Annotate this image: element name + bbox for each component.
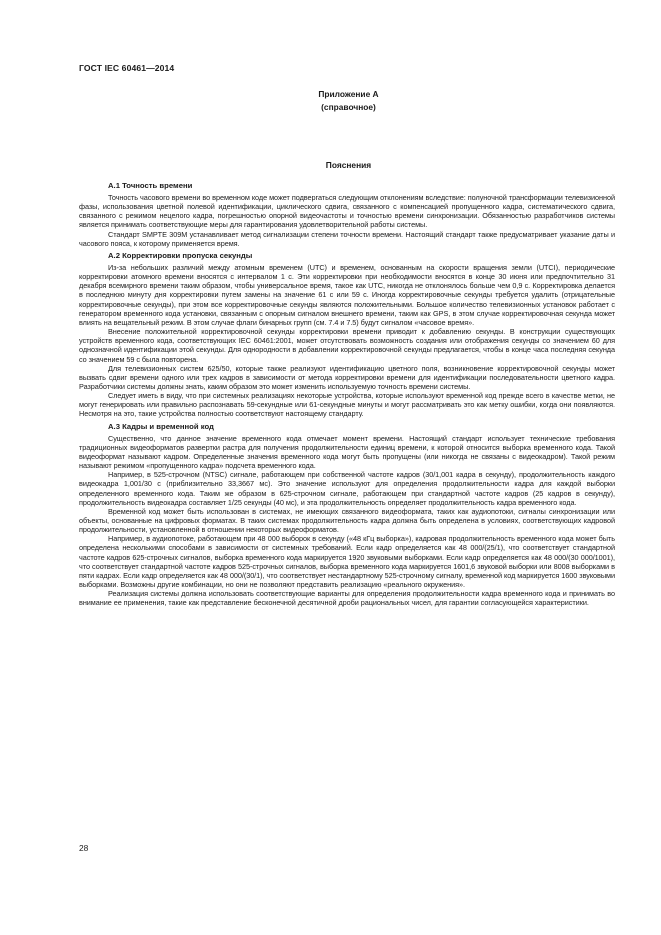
paragraph: Например, в 525-строчном (NTSC) сигнале, работающем при собственной частоте кадров (30/1,001 кадра в секунду), продолжительность каждого видеокадра 1,001/30 с (приблизительно 33,3667 мс). Это значение используют для определения продолжительности кадра для каждой выборки определенного временного кода. Таким же образом в 625-строчном сигнале, работающем при стандартной частоте кадров (25 кадров в секунду), продолжительность видеокадра составляет 1/25 секунды (40 мс), и эта продолжительность определяет продолжительность кадра временного кода. [79, 470, 615, 507]
paragraph: Временной код может быть использован в системах, не имеющих связанного видеоформата, таких как аудиопотоки, сигналы синхронизации или объекты, основанные на цифровых форматах. В таких системах продолжительность кадра должна быть определена в условиях, соответствующих кадровой продолжительности, установленной в отношении некоторых видеоформатов. [79, 506, 615, 535]
annex-subtitle: (справочное) [321, 102, 376, 112]
paragraph: Из-за небольших различий между атомным временем (UTC) и временем, основанным на скорости вращения земли (UTCI), периодические корректировки атомного времени вносятся с интервалом 1 с. Эти корректировки при необходимости вносятся в конце 30 июня или предпочтительно 31 декабря всемирного времени таким образом, чтобы универсальное время, такое как UTC, никогда не отклонялось больше чем 0,9 с. Корректировка делается в последнюю минуту дня корректировки путем замены на значение 61 с или 59 с. Иногда корректировочные секунды требуется удалить (отрицательные корректировочные секунды), при этом все корректировочные секунды являются положительными. Большое количество телевизионных установок работает с генератором временного кода установки, связанным с опорным сигналом внешнего времени, таким как GPS, в этом случае корректировочная секунда может влиять на вещательный режим. В этом случае флаги бинарных групп (см. 7.4 и 7.5) будут сигналом «часовое время». [79, 262, 615, 327]
section-heading-a1: А.1 Точность времени [108, 181, 193, 190]
section-title: Пояснения [325, 160, 372, 170]
paragraph: Например, в аудиопотоке, работающем при 48 000 выборок в секунду («48 кГц выборка»), кадровая продолжительность временного кода может быть определена несколькими способами в зависимости от системных требований. Если кадр определяется как 48 000/(25/1), что соответствует стандартной частоте кадров 625-строчных сигналов, выборка временного кода маркируется 1920 звуковыми выборками. Если кадр определяется как 48 000/(30 000/1001), что соответствует стандартной частоте кадров 525-строчных сигналов, выборка временного кода маркируется 1601,6 звуковой выборки или 8008 выборками в пяти кадрах. Если кадр определяется как 48 000/(30/1), что соответствует нестандартному 525-строчному сигналу, временной код маркируется 1600 звуковыми выборками. Возможны другие комбинации, но они не позволяют представить реализацию «реального окружения». [79, 534, 615, 590]
section-heading-a2: А.2 Корректировки пропуска секунды [108, 250, 253, 260]
page-number: 28 [79, 843, 89, 853]
paragraph: Стандарт SMPTE 309M устанавливает метод сигнализации степени точности времени. Настоящий стандарт также предусматривает указание даты и часового пояса, к которому применяется время. [79, 229, 615, 248]
paragraph: Для телевизионных систем 625/50, которые также реализуют идентификацию цветного поля, возникновение корректировочной секунды может вызвать сдвиг времени одного или трех кадров в зависимости от метода корректировки времени для идентификации последовательности цветного кадра. Разработчики системы должны знать, каким образом это может изменить используемую точность времени системы. [79, 363, 615, 391]
document-body [79, 180, 615, 608]
section-heading-a3: А.3 Кадры и временной код [108, 421, 214, 431]
paragraph: Внесение положительной корректировочной секунды корректировки времени приводит к добавлению секунды. В конструкции существующих устройств временного кода, соответствующих IEC 60461:2001, может отсутствовать возможность создания или отображения секунды со значением 60 для однозначной идентификации этой секунды. Для однородности в добавлении корректировочной секунды предлагается, чтобы в конце часа последняя секунда со значением 59 с была повторена. [79, 327, 615, 364]
paragraph: Следует иметь в виду, что при системных реализациях некоторые устройства, которые используют временной код прежде всего в качестве метки, не могут генерировать или правильно распознавать 59-секундные или 61-секундные минуты и могут рассматривать это как метку ошибки, когда они появляются. Несмотря на это, такие устройства полностью соответствуют настоящему стандарту. [79, 391, 615, 419]
paragraph: Реализация системы должна использовать соответствующие варианты для определения продолжительности кадра временного кода и принимать во внимание ее применения, такие как представление бесконечной десятичной дроби рациональных чисел, для гарантии согласующейся характеристики. [79, 589, 615, 608]
document-header: ГОСТ IEC 60461—2014 [79, 63, 175, 73]
annex-title: Приложение А [318, 89, 379, 99]
paragraph: Существенно, что данное значение временного кода отмечает момент времени. Настоящий стандарт использует технические требования традиционных видеоформатов развертки растра для получения продолжительности единиц времени, к которой относится выборка временного кода. Такой видеоформат называют кадром. Определенные значения временного кода могут быть пропущены (или никогда не связаны с видеокадром). Такой режим называют режимом «пропущенного кадра» подсчета временного кода. [79, 433, 615, 471]
paragraph: Точность часового времени во временном коде может подвергаться следующим отклонениям вследствие: полуночной трансформации телевизионной фазы, использования цветной полевой идентификации, циклического сдвига, связанного с компенсацией пропущенного кадра, систематического сдвига, связанного с режимом нецелого кадра, погрешностью опорной видеочастоты и точностью времени синхронизации. Обязанностью разработчиков системы является принимать соответствующие меры для гарантирования удовлетворительной работы системы. [79, 193, 615, 230]
